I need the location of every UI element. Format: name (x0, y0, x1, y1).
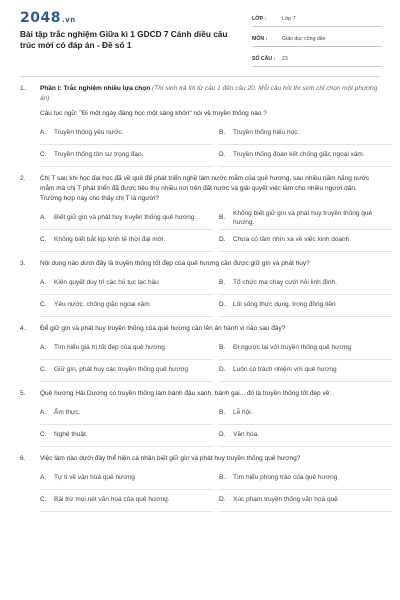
option-b[interactable] (219, 338, 392, 360)
option-letter: D. (219, 236, 226, 243)
option-text: Ẩm thực. (54, 409, 81, 417)
meta-key: MÔN : (252, 36, 268, 42)
meta-row-class (252, 12, 382, 27)
option-b[interactable] (219, 468, 392, 490)
option-d[interactable] (219, 230, 392, 252)
option-text: Nghệ thuật. (54, 431, 88, 439)
option-grid (40, 468, 380, 512)
option-a[interactable] (40, 273, 213, 295)
question-text: Để giữ gìn và phát huy truyền thống của quê hương cần lên án hành vi nào sau đây? (40, 325, 286, 332)
option-letter: C. (40, 236, 47, 243)
option-c[interactable] (40, 145, 213, 167)
option-letter: B. (219, 129, 226, 136)
option-d[interactable] (219, 145, 392, 167)
logo-text: 2048 (20, 10, 61, 26)
exam-meta (252, 12, 382, 72)
option-text: Tìm hiểu giá trị tốt đẹp của quê hương (54, 344, 165, 352)
question-number: 2. (20, 175, 26, 182)
option-text: Tìm hiểu phong trào của quê hương (233, 474, 338, 482)
option-text: Luôn có trách nhiệm với quê hương (233, 366, 337, 374)
option-b[interactable] (219, 123, 392, 145)
question-number: 5. (20, 390, 26, 397)
option-d[interactable] (219, 360, 392, 382)
option-text: Đi ngược lại với truyền thống quê hương (233, 344, 351, 352)
option-text: Không biết bắt kịp kinh tế thời đại mới. (54, 236, 166, 244)
option-b[interactable] (219, 208, 392, 230)
option-d[interactable] (219, 490, 392, 512)
option-text: Truyền thống hiếu học. (233, 129, 300, 137)
option-text: Giữ gìn, phát huy các truyền thống quê hương (54, 366, 189, 374)
question-5 (20, 389, 380, 447)
question-text: Chị T sau khi học đại học đã về quê để phát triển nghề làm nước mắm của quê hương, sau nhiều năm hăng nước mắm mà chị T phát triển đã được tiêu thụ nhiều nơi trên đất nước và giải quyết việc làm cho nhiều người dân. Trường hợp này cho thấy chị T là người? (40, 175, 370, 202)
option-letter: D. (219, 151, 226, 158)
question-3 (20, 259, 380, 317)
option-letter: C. (40, 366, 47, 373)
question-6 (20, 454, 380, 512)
option-c[interactable] (40, 295, 213, 317)
question-list (20, 81, 380, 512)
question-2 (20, 174, 380, 252)
meta-value: Lớp 7 (282, 16, 296, 22)
option-letter: B. (219, 409, 226, 416)
option-text: Kiên quyết duy trì các hủ tục lạc hậu (54, 279, 159, 287)
option-a[interactable] (40, 123, 213, 145)
option-letter: C. (40, 151, 47, 158)
option-letter: A. (40, 474, 47, 481)
option-letter: A. (40, 344, 47, 351)
option-text: Văn hóa. (233, 431, 260, 439)
option-text: Tự ti về văn hoá quê hương (54, 474, 135, 482)
option-b[interactable] (219, 403, 392, 425)
option-c[interactable] (40, 230, 213, 252)
option-text: Tổ chức ma chay cưới hỏi linh đình. (233, 279, 338, 287)
option-letter: B. (219, 474, 226, 481)
meta-key: LỚP : (252, 16, 267, 22)
option-text: Truyền thống tôn sư trọng đạo. (54, 151, 144, 159)
option-text: Không biết giữ gìn và phát huy truyền thống quê hương. (233, 209, 373, 226)
option-b[interactable] (219, 273, 392, 295)
meta-value: Giáo dục công dân (282, 36, 326, 42)
option-letter: C. (40, 431, 47, 438)
option-d[interactable] (219, 295, 392, 317)
meta-value: 23 (282, 56, 288, 62)
question-1 (20, 84, 380, 167)
option-letter: B. (219, 279, 226, 286)
logo-suffix: .vn (61, 16, 76, 24)
option-letter: B. (219, 344, 226, 351)
option-text: Yêu nước, chống giặc ngoại xâm (54, 301, 150, 309)
header-divider (20, 76, 380, 77)
option-a[interactable] (40, 208, 213, 230)
option-letter: D. (219, 301, 226, 308)
question-number: 6. (20, 455, 26, 462)
option-grid (40, 273, 380, 317)
site-logo[interactable] (20, 10, 76, 26)
option-text: Chưa có tầm nhìn xa về việc kinh doanh. (233, 236, 352, 244)
option-letter: C. (40, 496, 47, 503)
option-grid (40, 403, 380, 447)
option-text: Lễ hội. (233, 409, 253, 417)
question-4 (20, 324, 380, 382)
question-text: Việc làm nào dưới đây thể hiện cá nhân biết giữ gìn và phát huy truyền thống quê hương? (40, 455, 301, 462)
page-title: Bài tập trắc nghiệm Giữa kì 1 GDCD 7 Cánh diều cấu trúc mới có đáp án - Đề số 1 (20, 29, 228, 50)
section-heading: Phần I: Trắc nghiệm nhiều lựa chọn (40, 85, 151, 92)
option-c[interactable] (40, 490, 213, 512)
option-a[interactable] (40, 338, 213, 360)
option-d[interactable] (219, 425, 392, 447)
option-grid (40, 123, 380, 167)
question-number: 1. (20, 85, 26, 92)
option-text: Biết giữ gìn và phát huy truyền thống quê hương. (54, 214, 197, 222)
question-number: 3. (20, 260, 26, 267)
option-letter: C. (40, 301, 47, 308)
question-text: Quê hương Hải Dương có truyền thống làm bánh đậu xanh, bánh gai... đó là truyền thống tốt đẹp về: (40, 390, 332, 397)
option-letter: D. (219, 366, 226, 373)
option-text: Lối sống thực dụng, trong đồng tiền (233, 301, 336, 309)
option-letter: A. (40, 129, 47, 136)
meta-key: SỐ CÂU : (252, 56, 276, 62)
meta-row-count (252, 52, 382, 67)
option-letter: A. (40, 279, 47, 286)
option-a[interactable] (40, 403, 213, 425)
section-hint: (Thí sinh trả lời từ câu 1 đến câu 20. Mỗi câu hỏi thí sinh chỉ chọn một phương án) (40, 85, 378, 102)
option-text: Truyền thống đoàn kết chống giặc ngoại xâm. (233, 151, 365, 159)
option-a[interactable] (40, 468, 213, 490)
option-text: Xúc phạm truyền thống văn hoá quê (233, 496, 338, 504)
option-text: Truyền thống yêu nước. (54, 129, 124, 137)
option-letter: D. (219, 431, 226, 438)
option-grid (40, 208, 380, 252)
option-letter: A. (40, 409, 47, 416)
option-letter: D. (219, 496, 226, 503)
question-prompt: Câu tục ngữ: "Đi một ngày đàng học một sàng khôn" nói về truyền thống nào ? (40, 110, 267, 117)
option-text: Bài trừ mọi nét văn hoá của quê hương. (54, 496, 170, 504)
question-number: 4. (20, 325, 26, 332)
option-c[interactable] (40, 360, 213, 382)
option-letter: B. (219, 214, 226, 221)
option-letter: A. (40, 214, 47, 221)
option-grid (40, 338, 380, 382)
page-header (0, 0, 400, 72)
question-text (40, 84, 380, 104)
question-text: Nội dung nào dưới đây là truyền thống tốt đẹp của quê hương cần được giữ gìn và phát huy? (40, 260, 310, 267)
meta-row-subject (252, 32, 382, 47)
option-c[interactable] (40, 425, 213, 447)
